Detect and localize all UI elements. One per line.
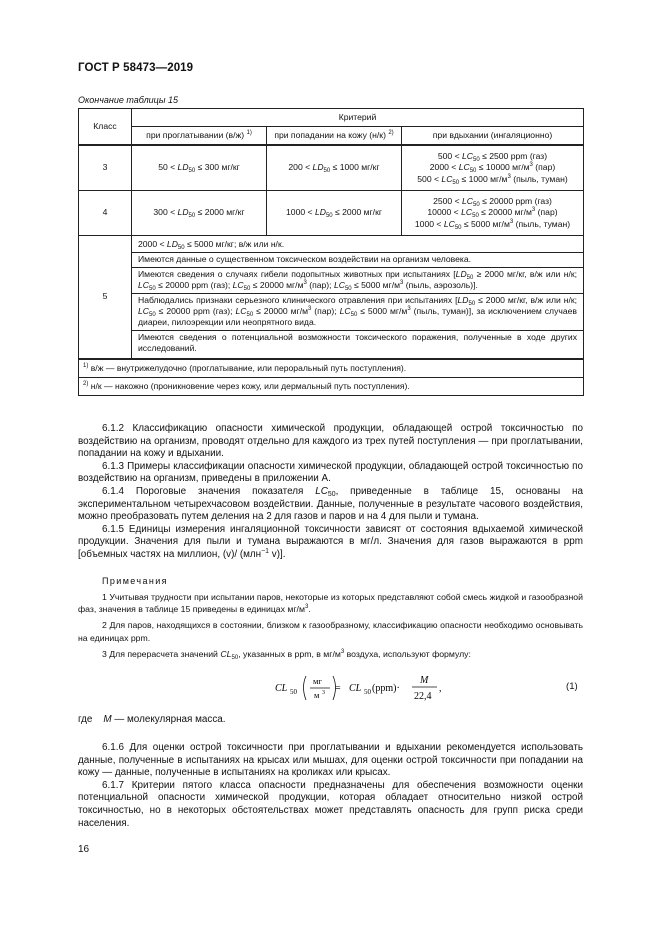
formula-unit-num: мг: [313, 676, 322, 686]
formula-where: где M — молекулярная масса.: [78, 714, 226, 725]
formula-equals: =: [335, 683, 341, 694]
class5-line-4: Наблюдались признаки серьезного клинического отравления при испытаниях [$LD_{50} \le 2000$ мг/кг, в/ж или н/к; $LC_{50} \le 20000$ ppm (газ); $LC_{50} \le 20000$ $мг/м^3$ (пар); $LC_{50} \le 5000$ $мг/м^3$ (пыль, туман)], за исключением случаев диареи, пилоэрекции или неопрятного вида.: [138, 295, 577, 327]
formula-frac-den: 22,4: [414, 691, 432, 702]
formula-unit-den: м: [314, 690, 320, 700]
cell-dermal: $1000 < LD_{50} \le 2000$ мг/кг: [267, 191, 402, 236]
formula-1: [275, 666, 445, 711]
cell-oral: $300 < LD_{50} \le 2000$ мг/кг: [132, 191, 267, 236]
cell-inhalation: [402, 145, 584, 191]
formula-lhs-sub: 50: [290, 688, 297, 696]
table-caption: Окончание таблицы 15: [78, 95, 178, 105]
class5-line-1: $2000 < LD_{50} \le 5000$ мг/кг; в/ж или н/к.: [138, 239, 285, 251]
table-header-row: [79, 109, 584, 127]
header-inhalation: при вдыхании (ингаляционно): [402, 127, 584, 146]
paragraph-6-1-4: 6.1.4 Пороговые значения показателя $LC_{50}$, приведенные в таблице 15, основаны на экспериментальном четырехчасовом воздействии. Данные, полученные в результате часового воздействия, можно преобразовать путем деления на 2 для газов и паров и на 4 для пыли и тумана.: [78, 485, 584, 523]
formula-rhs-unit: (ppm)·: [372, 683, 400, 694]
table-footnote-1: $^{1)}$ в/ж — внутрижелудочно (проглатывание, или пероральный путь поступления).: [79, 359, 584, 378]
class5-line-3: Имеются сведения о случаях гибели подопытных животных при испытаниях [$LD_{50} \ge 2000$ мг/кг, в/ж или н/к; $LC_{50} \le 20000$ ppm (газ); $LC_{50} \le 20000$ $мг/м^3$ (пар); $LC_{50} \le 5000$ $мг/м^3$ (пыль, аэрозоль)].: [138, 269, 577, 292]
header-dermal: при попадании на кожу (н/к) $^{2)}$: [267, 127, 402, 146]
formula-frac-num: M: [420, 675, 429, 686]
inhalation-line: $2500 < LC_{50} \le 20000$ ppm (газ): [433, 196, 552, 209]
body-section-1: [78, 423, 583, 562]
class5-line-2: Имеются данные о существенном токсическом воздействии на организм человека.: [138, 254, 472, 264]
note-2: 2 Для паров, находящихся в состоянии, близком к газообразному, классификацию опасности необходимо основывать на единицах ppm.: [78, 620, 583, 643]
paragraph-6-1-2: 6.1.2 Классификацию опасности химической продукции, обладающей острой токсичностью по воздействию на организм, проводят отдельно для каждого из трех путей поступления — при проглатывании, попадании на кожу и вдыхании.: [78, 423, 583, 460]
note-3: 3 Для перерасчета значений $CL_{50}$, указанных в ppm, в $мг/м^3$ воздуха, используют формулу:: [102, 647, 471, 661]
formula-graphic: [275, 666, 445, 708]
formula-lhs-symbol: CL: [275, 683, 288, 694]
header-oral: при проглатывании (в/ж) $^{1)}$: [132, 127, 267, 146]
paragraph-6-1-5: 6.1.5 Единицы измерения ингаляционной токсичности зависят от состояния вдыхаемой химической продукции. Значения для пыли и тумана выражаются в мг/л. Значения для газов выражаются в ppm [объемных частях на миллион, (v)/ (млн$^{-1}$ v)].: [78, 523, 583, 560]
notes-block: [78, 591, 583, 660]
table-subheader-row: [79, 127, 584, 146]
paragraph-6-1-7: 6.1.7 Критерии пятого класса опасности предназначены для обеспечения возможности оценки потенциальной опасности химической продукции, которая обладает относительно низкой острой токсичностью, но в некоторых обстоятельствах может представлять опасность для групп риска среди населения.: [78, 779, 583, 829]
formula-rhs-sub: 50: [364, 688, 371, 696]
body-section-2: [78, 742, 583, 830]
cell-dermal: $200 < LD_{50} \le 1000$ мг/кг: [267, 145, 402, 191]
notes-title: Примечания: [102, 576, 168, 586]
class5-line-5: Имеются сведения о потенциальной возможности токсического поражения, полученные в ходе других исследований.: [138, 332, 577, 353]
cell-class: 4: [79, 191, 132, 236]
page-number: 16: [78, 844, 90, 855]
inhalation-line: $500 < LC_{50} \le 2500$ ppm (газ): [437, 151, 548, 164]
cell-inhalation: [402, 191, 584, 236]
cell-class5-criteria: [132, 236, 584, 360]
document-header: ГОСТ Р 58473—2019: [78, 62, 194, 74]
note-1: 1 Учитывая трудности при испытании паров, некоторые из которых представляют собой смесь жидкой и газообразной фаз, значения в таблице 15 приведены в единицах $мг/м^3$.: [78, 592, 583, 615]
paragraph-6-1-3: 6.1.3 Примеры классификации опасности химической продукции, обладающей острой токсичностью по воздействию на организм, приведены в приложении А.: [78, 460, 583, 485]
table-row-class-4: [79, 191, 584, 236]
cell-class: 3: [79, 145, 132, 191]
cell-oral: $50 < LD_{50} \le 300$ мг/кг: [132, 145, 267, 191]
cell-class: 5: [79, 236, 132, 360]
inhalation-line: $2000 < LC_{50} \le 10000$ $мг/м^3$ (пар): [429, 162, 556, 175]
table-row-class-3: [79, 145, 584, 191]
inhalation-line: $1000 < LC_{50} \le 5000$ $мг/м^3$ (пыль, туман): [414, 218, 571, 231]
table-15: [78, 108, 584, 396]
inhalation-line: $10000 < LC_{50} \le 20000$ $мг/м^3$ (пар): [427, 207, 558, 220]
header-class: Класс: [79, 109, 132, 146]
paragraph-6-1-6: 6.1.6 Для оценки острой токсичности при проглатывании и вдыхании рекомендуется использовать данные, полученные в испытаниях на крысах или мышах, для оценки острой токсичности при попадании на кожу — данные, полученные в испытаниях на кроликах или крысах.: [78, 742, 583, 779]
formula-end: ,: [439, 683, 442, 694]
header-criterion: Критерий: [132, 109, 584, 127]
inhalation-line: $500 < LC_{50} \le 1000$ $мг/м^3$ (пыль, туман): [417, 173, 568, 186]
formula-rhs-symbol: CL: [349, 683, 362, 694]
formula-number: (1): [566, 681, 578, 692]
formula-unit-den-sup: 3: [322, 690, 325, 696]
table-footnote-2: $^{2)}$ н/к — накожно (проникновение через кожу, или дермальный путь поступления).: [79, 378, 584, 396]
table-row-class-5: [79, 236, 584, 360]
